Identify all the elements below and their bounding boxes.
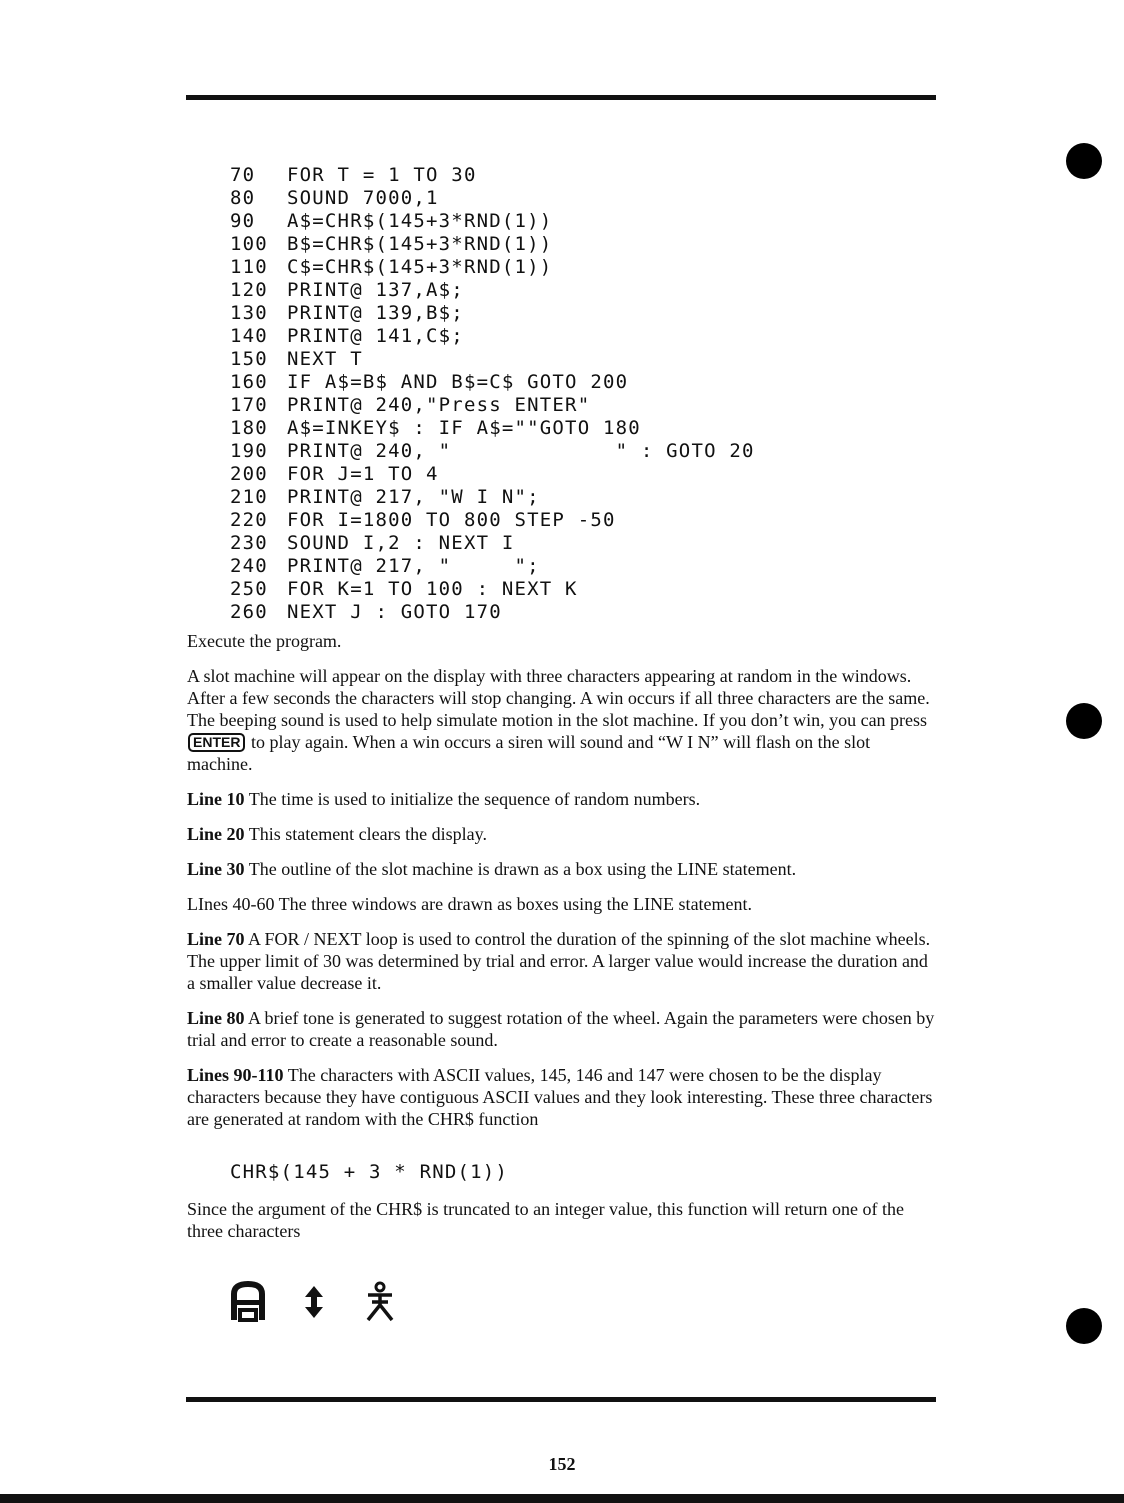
line-number: 110 <box>230 256 268 278</box>
code-statement: PRINT@ 240,"Press ENTER" <box>287 394 591 416</box>
note-line-70: Line 70 A FOR / NEXT loop is used to control the duration of the spinning of the slot machine wheels. The upper limit of 30 was determined by trial and error. A larger value would increase the duration and a smaller value decrease it. <box>187 929 931 993</box>
code-statement: FOR T = 1 TO 30 <box>287 164 477 186</box>
code-line <box>230 463 755 486</box>
code-line <box>230 256 755 279</box>
code-statement: C$=CHR$(145+3*RND(1)) <box>287 256 553 278</box>
note-line-80: Line 80 A brief tone is generated to suggest rotation of the wheel. Again the parameters were chosen by trial and error to create a reasonable sound. <box>187 1008 935 1050</box>
note-line-10: Line 10 The time is used to initialize the sequence of random numbers. <box>187 789 701 809</box>
line-number: 140 <box>230 325 268 347</box>
code-line <box>230 532 755 555</box>
glyph-145-icon <box>228 1280 268 1324</box>
line-number: 90 <box>230 210 256 232</box>
code-statement: B$=CHR$(145+3*RND(1)) <box>287 233 553 255</box>
line-number: 150 <box>230 348 268 370</box>
scan-edge <box>0 1494 1124 1503</box>
code-statement: PRINT@ 137,A$; <box>287 279 464 301</box>
enter-key-icon: ENTER <box>188 733 245 752</box>
glyph-146-icon <box>294 1280 334 1324</box>
code-line <box>230 417 755 440</box>
code-statement: PRINT@ 141,C$; <box>287 325 464 347</box>
code-line <box>230 210 755 233</box>
code-line <box>230 440 755 463</box>
code-line <box>230 325 755 348</box>
top-rule <box>186 95 936 100</box>
line-number: 160 <box>230 371 268 393</box>
code-line <box>230 233 755 256</box>
code-statement: PRINT@ 217, " "; <box>287 555 540 577</box>
code-statement: FOR J=1 TO 4 <box>287 463 439 485</box>
line-number: 170 <box>230 394 268 416</box>
line-number: 240 <box>230 555 268 577</box>
line-number: 220 <box>230 509 268 531</box>
line-number: 100 <box>230 233 268 255</box>
glyph-147-icon <box>360 1280 400 1324</box>
line-number: 130 <box>230 302 268 324</box>
code-statement: IF A$=B$ AND B$=C$ GOTO 200 <box>287 371 629 393</box>
code-statement: SOUND I,2 : NEXT I <box>287 532 515 554</box>
line-number: 80 <box>230 187 256 209</box>
code-line <box>230 509 755 532</box>
code-statement: A$=INKEY$ : IF A$=""GOTO 180 <box>287 417 641 439</box>
code-line <box>230 601 755 624</box>
binder-hole <box>1066 703 1102 739</box>
line-number: 200 <box>230 463 268 485</box>
page-number: 152 <box>548 1454 576 1474</box>
body-text-closing <box>187 1198 937 1255</box>
note-lines-90-110: Lines 90-110 The characters with ASCII values, 145, 146 and 147 were chosen to be the display characters because they have contiguous ASCII values and they look interesting. These three characters are generated at random with the CHR$ function <box>187 1065 933 1129</box>
line-number: 190 <box>230 440 268 462</box>
line-number: 250 <box>230 578 268 600</box>
code-statement: FOR I=1800 TO 800 STEP -50 <box>287 509 616 531</box>
line-number: 260 <box>230 601 268 623</box>
code-statement: NEXT J : GOTO 170 <box>287 601 502 623</box>
paragraph-slot-machine <box>187 665 937 775</box>
code-line <box>230 486 755 509</box>
line-number: 70 <box>230 164 256 186</box>
paragraph-since: Since the argument of the CHR$ is truncated to an integer value, this function will return one of the three characters <box>187 1199 904 1241</box>
code-line <box>230 394 755 417</box>
bottom-rule <box>186 1397 936 1402</box>
note-line-30: Line 30 The outline of the slot machine is drawn as a box using the LINE statement. <box>187 859 797 879</box>
code-statement: NEXT T <box>287 348 363 370</box>
code-line <box>230 164 755 187</box>
code-line <box>230 187 755 210</box>
chr-formula: CHR$(145 + 3 * RND(1)) <box>230 1161 509 1183</box>
code-line <box>230 371 755 394</box>
code-line <box>230 555 755 578</box>
line-number: 210 <box>230 486 268 508</box>
line-number: 120 <box>230 279 268 301</box>
code-statement: PRINT@ 217, "W I N"; <box>287 486 540 508</box>
program-listing <box>230 164 755 624</box>
binder-hole <box>1066 1308 1102 1344</box>
code-statement: PRINT@ 240, " " : GOTO 20 <box>287 440 755 462</box>
code-statement: FOR K=1 TO 100 : NEXT K <box>287 578 578 600</box>
code-line <box>230 279 755 302</box>
paragraph-text: A slot machine will appear on the display with three characters appearing at random in the windows. After a few seconds the characters will stop changing. A win occurs if all three characters are the same. The beeping sound is used to help simulate motion in the slot machine. If you don’t win, you can press <box>187 666 930 730</box>
binder-hole <box>1066 143 1102 179</box>
note-lines-40-60: LInes 40-60 The three windows are drawn as boxes using the LINE statement. <box>187 894 753 914</box>
paragraph-text: to play again. When a win occurs a siren will sound and “W I N” will flash on the slot machine. <box>187 732 871 774</box>
code-statement: A$=CHR$(145+3*RND(1)) <box>287 210 553 232</box>
code-line <box>230 302 755 325</box>
line-number: 180 <box>230 417 268 439</box>
character-glyphs <box>228 1280 400 1324</box>
body-text <box>187 630 937 1143</box>
note-line-20: Line 20 This statement clears the display. <box>187 824 487 844</box>
paragraph-execute: Execute the program. <box>187 631 342 651</box>
code-statement: PRINT@ 139,B$; <box>287 302 464 324</box>
line-number: 230 <box>230 532 268 554</box>
code-line <box>230 578 755 601</box>
code-statement: SOUND 7000,1 <box>287 187 439 209</box>
code-line <box>230 348 755 371</box>
